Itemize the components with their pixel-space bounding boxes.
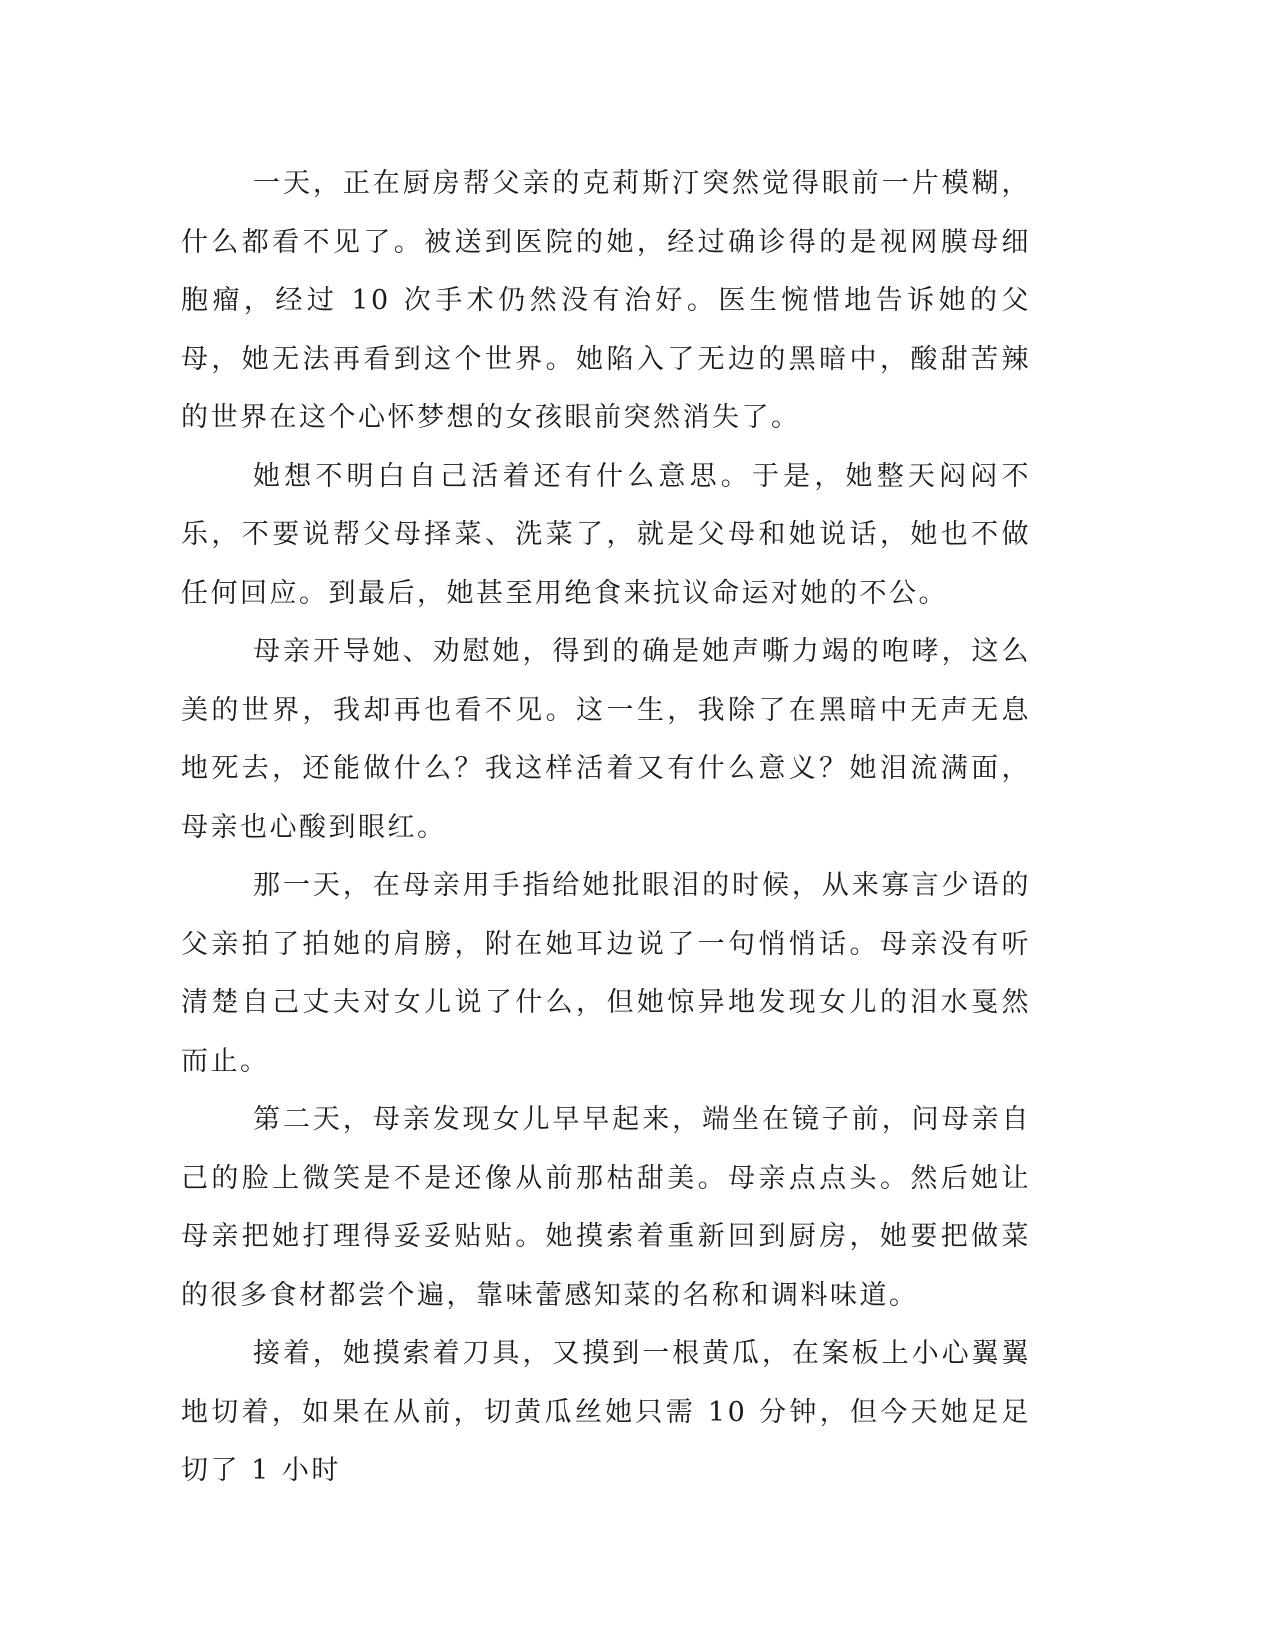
paragraph-4: 那一天，在母亲用手指给她批眼泪的时候，从来寡言少语的父亲拍了拍她的肩膀，附在她耳边说了一句悄悄话。母亲没有听清楚自己丈夫对女儿说了什么，但她惊异地发现女儿的泪水戛然而止。 (181, 870, 1031, 1077)
paragraph-1: 一天，正在厨房帮父亲的克莉斯汀突然觉得眼前一片模糊，什么都看不见了。被送到医院的她，经过确诊得的是视网膜母细胞瘤，经过 10 次手术仍然没有治好。医生惋惜地告诉她的父母，她无法再看到这个世界。她陷入了无边的黑暗中，酸甜苦辣的世界在这个心怀梦想的女孩眼前突然消失了。 (181, 168, 1031, 433)
paragraph-5: 第二天，母亲发现女儿早早起来，端坐在镜子前，问母亲自己的脸上微笑是不是还像从前那枯甜美。母亲点点头。然后她让母亲把她打理得妥妥贴贴。她摸索着重新回到厨房，她要把做菜的很多食材都尝个遍，靠味蕾感知菜的名称和调料味道。 (181, 1104, 1031, 1311)
paragraph-3: 母亲开导她、劝慰她，得到的确是她声嘶力竭的咆哮，这么美的世界，我却再也看不见。这一生，我除了在黑暗中无声无息地死去，还能做什么？我这样活着又有什么意义？她泪流满面，母亲也心酸到眼红。 (181, 636, 1031, 843)
paragraph-2: 她想不明白自己活着还有什么意思。于是，她整天闷闷不乐，不要说帮父母择菜、洗菜了，就是父母和她说话，她也不做任何回应。到最后，她甚至用绝食来抗议命运对她的不公。 (181, 460, 1031, 609)
paragraph-6: 接着，她摸索着刀具，又摸到一根黄瓜，在案板上小心翼翼地切着，如果在从前，切黄瓜丝她只需 10 分钟，但今天她足足切了 1 小时 (181, 1338, 1031, 1486)
body-text (181, 155, 1031, 1501)
